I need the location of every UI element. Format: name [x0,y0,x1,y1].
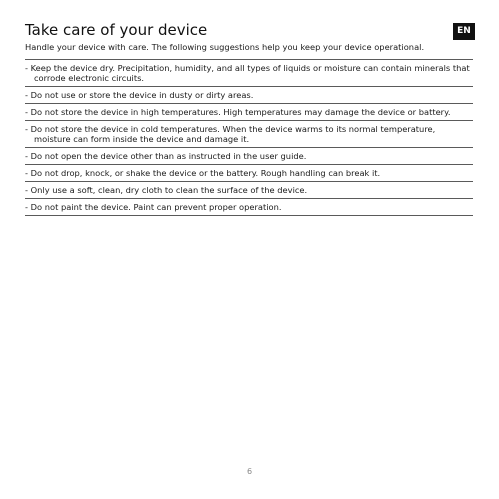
list-item: - Only use a soft, clean, dry cloth to clean the surface of the device. [25,181,473,198]
list-item: - Do not paint the device. Paint can prevent proper operation. [25,198,473,216]
list-item: - Keep the device dry. Precipitation, humidity, and all types of liquids or moisture can contain minerals that corrode electronic circuits. [25,59,473,86]
page-title: Take care of your device [25,21,208,39]
list-item: - Do not open the device other than as instructed in the user guide. [25,147,473,164]
list-item: - Do not store the device in high temperatures. High temperatures may damage the device or battery. [25,103,473,120]
language-badge: EN [453,23,475,40]
list-item: - Do not store the device in cold temperatures. When the device warms to its normal temperature, moisture can form inside the device and damage it. [25,120,473,147]
list-item: - Do not use or store the device in dusty or dirty areas. [25,86,473,103]
page-number: 6 [246,467,253,476]
care-suggestions-list [25,59,473,216]
list-item: - Do not drop, knock, or shake the device or the battery. Rough handling can break it. [25,164,473,181]
intro-text: Handle your device with care. The following suggestions help you keep your device operational. [25,42,425,52]
